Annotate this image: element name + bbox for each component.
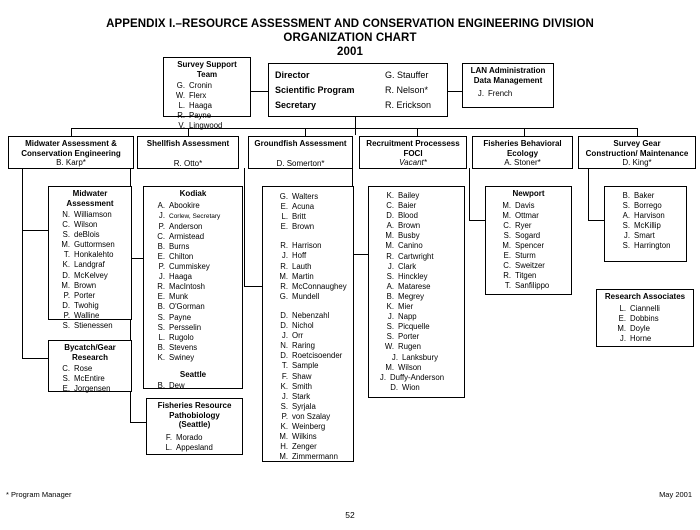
box-newport[interactable] [485, 186, 572, 295]
kodiak-seattle-members [144, 380, 242, 393]
list-item: T. Sanfilippo [504, 281, 550, 291]
footnote-program-manager: * Program Manager [6, 490, 72, 499]
list-item: T. Honkalehto [63, 250, 114, 260]
list-item: J. Duffy-Anderson [379, 372, 445, 382]
groundfish-group-c [263, 311, 353, 464]
list-item: M. Ottmar [502, 210, 539, 220]
bycatch-head-2: Research [71, 352, 109, 362]
list-item: M. Wilson [385, 362, 422, 372]
list-item: D. Wion [390, 382, 420, 392]
list-item: G. Cronin [176, 81, 212, 90]
box-research-associates[interactable] [596, 289, 694, 347]
list-item: S. Picquelle [386, 322, 430, 332]
list-item: S. Payne [157, 312, 192, 322]
list-item: N. Williamson [62, 210, 112, 219]
box-division-survey-gear[interactable] [578, 136, 696, 169]
list-item: C. Rose [62, 364, 93, 373]
division-midwater-head-1: Midwater Assessment & [25, 139, 117, 148]
list-item: P. Cummiskey [158, 262, 210, 272]
connector-midwater-trunk [22, 172, 23, 358]
list-item: S. Harrington [622, 241, 671, 251]
connector-surveygear-trunk [588, 168, 589, 220]
list-item: J. Corlew, Secretary [158, 210, 221, 220]
page-number: 52 [345, 510, 355, 520]
list-item: S. Porter [386, 332, 420, 342]
groundfish-group-a [263, 187, 353, 234]
connector-surveygear-branch [588, 220, 604, 221]
list-item: M. Guttormsen [61, 240, 115, 250]
list-item: N. Raring [280, 341, 315, 351]
list-item: L. Haaga [178, 101, 212, 111]
division-shellfish-lead: R. Otto* [173, 158, 203, 168]
connector-foci-branch [352, 254, 368, 255]
connector-drop-behavioral [524, 128, 525, 136]
list-item: D. Nebenzahl [280, 310, 330, 320]
director-name-2: R. Nelson* [385, 85, 429, 95]
director-name-1: G. Stauffer [385, 70, 429, 80]
list-item: S. deBlois [62, 230, 100, 240]
kodiak-head: Kodiak [179, 189, 207, 198]
box-division-foci[interactable] [359, 136, 467, 169]
box-groundfish-staff[interactable] [262, 186, 354, 462]
list-item: L. Britt [281, 212, 306, 222]
list-item: S. Syrjala [280, 401, 316, 411]
list-item: J. Orr [281, 331, 304, 341]
list-item: M. Brown [61, 280, 97, 290]
groundfish-gap-1 [263, 234, 353, 241]
division-surveygear-head-1: Survey Gear [613, 139, 661, 148]
list-item: J. Stark [281, 391, 311, 401]
lan-head-1: LAN Administration [470, 66, 546, 75]
list-item: J. Clark [387, 261, 417, 271]
list-item: G. Walters [279, 192, 319, 201]
kodiak-members [144, 199, 242, 366]
list-item: C. Wilson [62, 220, 98, 230]
list-item: R. Harrison [280, 241, 322, 251]
list-item: A. Matarese [386, 281, 431, 291]
list-item: C. Armistead [157, 231, 205, 241]
connector-director-down [355, 117, 356, 135]
list-item: J. Lanksbury [391, 352, 438, 362]
list-item: B. O'Gorman [157, 302, 205, 312]
lan-head-2: Data Management [473, 75, 543, 85]
list-item: S. Persselin [157, 322, 202, 332]
survey-support-members [164, 79, 250, 133]
page-title-line-1: APPENDIX I.–RESOURCE ASSESSMENT AND CONSERVATION ENGINEERING DIVISION [106, 18, 594, 30]
list-item: E. Brown [280, 222, 315, 232]
box-division-midwater[interactable] [8, 136, 134, 169]
list-item: F. Shaw [281, 371, 312, 381]
director-role-3: Secretary [275, 100, 317, 110]
list-item: S. Hinckley [386, 271, 428, 281]
director-role-2: Scientific Program [275, 85, 355, 95]
director-name-3: R. Erickson [385, 100, 432, 110]
connector-shellfish-branch-patho [130, 422, 146, 423]
list-item: M. Wilkins [279, 432, 317, 442]
list-item: B. Stevens [157, 342, 198, 352]
connector-groundfish-trunk [244, 168, 245, 286]
list-item: M. Doyle [617, 323, 650, 333]
box-midwater-assessment[interactable] [48, 186, 132, 331]
box-foci-staff[interactable] [368, 186, 465, 398]
newport-members [486, 199, 571, 294]
list-item: W. Rugen [384, 342, 421, 352]
list-item: B. Baker [622, 191, 655, 200]
patho-head-1: Fisheries Resource [157, 401, 232, 410]
connector-behavioral-branch [469, 220, 485, 221]
list-item: S. McKillip [622, 221, 661, 231]
list-item: E. Chilton [157, 251, 194, 261]
list-item: B. Dew [157, 380, 185, 390]
division-foci-head-1: Recruitment Processess [366, 139, 460, 148]
list-item: P. Walline [63, 310, 100, 320]
kodiak-seattle-head: Seattle [179, 370, 207, 379]
division-foci-head-2: FOCI [403, 148, 423, 158]
box-division-behavioral[interactable] [472, 136, 573, 169]
division-shellfish-head-1: Shellfish Assessment [146, 139, 230, 148]
midwater-assessment-members [49, 208, 131, 333]
list-item: M. Martin [279, 271, 314, 281]
list-item: D. Roetcisoender [280, 351, 343, 361]
midwater-assessment-head-2: Assessment [66, 198, 114, 208]
list-item: K. Smith [280, 381, 312, 391]
division-behavioral-lead: A. Stoner* [504, 158, 541, 167]
foci-members [369, 187, 464, 395]
connector-groundfish-branch [244, 286, 262, 287]
list-item: P. von Szalay [281, 411, 331, 421]
list-item: K. Landgraf [62, 260, 105, 270]
connector-drop-foci [417, 128, 418, 136]
list-item: K. Bailey [386, 191, 420, 200]
list-item: A. Abookire [157, 200, 200, 210]
page-title-year: 2001 [337, 46, 363, 58]
division-behavioral-head-1: Fisheries Behavioral [483, 139, 562, 148]
list-item: D. Blood [386, 211, 418, 221]
box-survey-gear-staff[interactable] [604, 186, 687, 262]
connector-midwater-branch-bycatch [22, 358, 49, 359]
research-associates-members [597, 302, 693, 346]
list-item: G. Mundell [279, 291, 320, 301]
list-item: E. Sturm [503, 250, 536, 260]
list-item: F. Morado [165, 432, 203, 442]
division-surveygear-head-2: Construction/ Maintenance [585, 148, 689, 158]
list-item: C. Baier [386, 201, 417, 211]
division-behavioral-head-2: Ecology [506, 148, 539, 158]
list-item: K. Mier [386, 302, 414, 312]
list-item: C. Ryer [503, 220, 532, 230]
list-item: B. Burns [157, 241, 190, 251]
list-item: B. Megrey [386, 291, 424, 301]
research-associates-head: Research Associates [604, 292, 686, 301]
list-item: J. Smart [623, 231, 655, 241]
list-item: S. Stienessen [62, 321, 113, 331]
division-surveygear-lead: D. King* [622, 158, 652, 167]
box-division-groundfish[interactable] [248, 136, 353, 169]
patho-members [147, 430, 242, 455]
list-item: C. Sweitzer [503, 261, 545, 271]
footer-date: May 2001 [659, 490, 692, 499]
groundfish-gap-2 [263, 304, 353, 311]
bycatch-head-1: Bycatch/Gear [64, 343, 116, 352]
list-item: R. Titgen [503, 271, 537, 281]
list-item: D. Twohig [62, 300, 99, 310]
list-item: M. Davis [502, 200, 535, 210]
list-item: R. MacIntosh [157, 282, 205, 292]
division-midwater-head-2: Conservation Engineering [21, 148, 121, 158]
list-item: M. Canino [385, 241, 423, 251]
list-item: L. Ciannelli [619, 303, 660, 313]
survey-support-head-2: Team [196, 69, 218, 79]
list-item: S. Sogard [503, 230, 541, 240]
list-item: H. Zenger [280, 442, 317, 452]
list-item: S. McEntire [62, 374, 105, 384]
box-lan-administration[interactable] [462, 63, 554, 108]
list-item: M. Spencer [502, 240, 545, 250]
list-item: A. Brown [386, 221, 421, 231]
director-role-1: Director [275, 70, 310, 80]
list-item: M. Busby [385, 231, 420, 241]
list-item: D. Nichol [280, 321, 314, 331]
list-item: L. Rugolo [158, 332, 194, 342]
division-groundfish-head-1: Groundfish Assessment [254, 139, 347, 148]
lan-members [463, 85, 553, 101]
list-item: P. Porter [63, 290, 96, 300]
list-item: J. Hoff [281, 251, 307, 261]
connector-survey-to-director [250, 91, 269, 92]
list-item: L. Appesland [165, 442, 213, 452]
list-item: P. Anderson [158, 221, 203, 231]
box-kodiak[interactable] [143, 186, 243, 389]
survey-support-head-1: Survey Support [177, 60, 237, 69]
box-director[interactable] [268, 63, 448, 117]
connector-behavioral-trunk [469, 168, 470, 220]
list-item: J. Haaga [158, 272, 192, 282]
connector-drop-midwater [71, 128, 72, 136]
patho-head-3: (Seattle) [178, 420, 211, 429]
list-item: J. French [477, 89, 513, 98]
patho-head-2: Pathobiology [169, 410, 220, 420]
box-bycatch-gear-research[interactable] [48, 340, 132, 392]
list-item: J. Horne [619, 333, 652, 343]
connector-division-bus [71, 128, 637, 129]
list-item: E. Acuna [280, 202, 315, 212]
division-foci-lead: Vacant* [399, 158, 427, 167]
bycatch-members [49, 362, 131, 396]
list-item: W. Flerx [175, 91, 207, 101]
connector-shellfish-branch-kodiak [130, 258, 144, 259]
box-survey-support-team[interactable] [163, 57, 251, 131]
newport-head: Newport [512, 189, 545, 198]
connector-midwater-branch-assessment [22, 230, 49, 231]
connector-drop-groundfish [305, 128, 306, 136]
survey-gear-members [605, 187, 686, 254]
list-item: J. Napp [387, 312, 417, 322]
division-midwater-lead: B. Karp* [56, 158, 86, 167]
list-item: R. McConnaughey [280, 281, 347, 291]
list-item: S. Borrego [622, 201, 662, 211]
list-item: E. Dobbins [618, 313, 659, 323]
list-item: A. Harvison [622, 211, 665, 221]
list-item: T. Sample [281, 361, 319, 371]
box-fisheries-resource-pathobiology[interactable] [146, 398, 243, 455]
list-item: D. McKelvey [62, 270, 108, 280]
groundfish-group-b [263, 241, 353, 304]
list-item: K. Weinberg [280, 421, 326, 431]
list-item: K. Swiney [157, 352, 195, 362]
list-item: R. Payne [177, 111, 212, 121]
midwater-assessment-head-1: Midwater [72, 189, 108, 198]
list-item: E. Jorgensen [62, 384, 111, 394]
list-item: R. Lauth [280, 261, 312, 271]
box-division-shellfish[interactable] [137, 136, 239, 169]
list-item: M. Zimmermann [279, 452, 338, 462]
connector-director-to-lan [448, 91, 462, 92]
page-title-line-2: ORGANIZATION CHART [283, 32, 417, 44]
list-item: V. Lingwood [178, 121, 223, 131]
list-item: R. Cartwright [386, 251, 434, 261]
division-groundfish-lead: D. Somerton* [276, 158, 325, 168]
connector-drop-surveygear [637, 128, 638, 136]
list-item: E. Munk [157, 292, 189, 302]
